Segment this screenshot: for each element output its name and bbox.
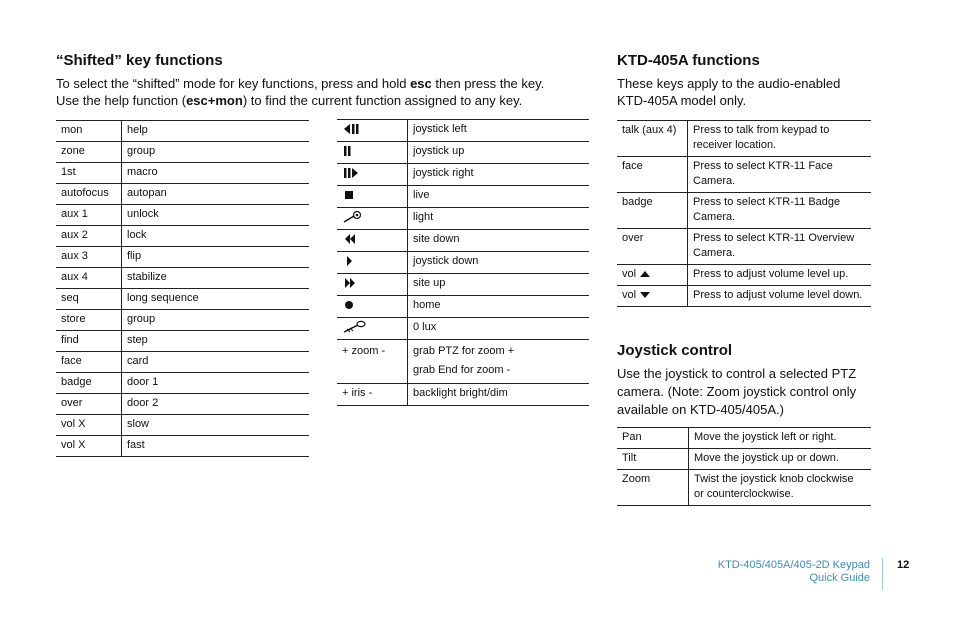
icon-key-table bbox=[337, 119, 589, 406]
description-cell: Move the joystick up or down. bbox=[689, 449, 872, 470]
table-row bbox=[337, 252, 589, 274]
key-cell: find bbox=[56, 331, 122, 352]
function-cell: long sequence bbox=[122, 289, 310, 310]
shifted-intro-line1: To select the “shifted” mode for key functions, press and hold esc then press the key. bbox=[56, 76, 545, 91]
triangle-up-icon bbox=[639, 267, 651, 281]
key-cell bbox=[617, 286, 688, 307]
vol-down-key-label: vol bbox=[622, 289, 637, 301]
table-row bbox=[56, 436, 309, 457]
key-cell: vol X bbox=[56, 415, 122, 436]
function-cell: backlight bright/dim bbox=[408, 384, 590, 406]
table-row bbox=[56, 247, 309, 268]
icon-cell bbox=[337, 164, 408, 186]
table-row bbox=[337, 318, 589, 340]
function-cell: slow bbox=[122, 415, 310, 436]
function-cell: joystick left bbox=[408, 120, 590, 142]
function-cell: home bbox=[408, 296, 590, 318]
description-cell: Press to select KTR-11 Face Camera. bbox=[688, 157, 872, 193]
table-row bbox=[617, 157, 871, 193]
table-row bbox=[617, 286, 871, 307]
icon-cell bbox=[337, 274, 408, 296]
table-row bbox=[56, 373, 309, 394]
vol-up-key-label: vol bbox=[622, 268, 637, 280]
key-cell: talk (aux 4) bbox=[617, 121, 688, 157]
key-cell: Pan bbox=[617, 428, 689, 449]
ktd405a-intro bbox=[617, 75, 877, 109]
footer-line2: Quick Guide bbox=[809, 572, 870, 584]
description-cell: Press to adjust volume level up. bbox=[688, 265, 872, 286]
icon-cell bbox=[337, 142, 408, 164]
function-cell: help bbox=[122, 121, 310, 142]
home-dot-icon bbox=[342, 298, 360, 312]
ktd405a-intro-line1: These keys apply to the audio-enabled bbox=[617, 76, 841, 91]
ktd405a-title: KTD-405A functions bbox=[617, 52, 760, 69]
triangle-down-icon bbox=[639, 288, 651, 302]
icon-cell bbox=[337, 296, 408, 318]
table-row bbox=[617, 265, 871, 286]
key-cell: vol X bbox=[56, 436, 122, 457]
function-cell: group bbox=[122, 142, 310, 163]
zoom-plus-text: grab PTZ for zoom + bbox=[413, 345, 515, 357]
key-cell: Zoom bbox=[617, 470, 689, 506]
table-row bbox=[337, 230, 589, 252]
function-cell: step bbox=[122, 331, 310, 352]
table-row bbox=[337, 164, 589, 186]
key-cell bbox=[617, 265, 688, 286]
function-cell: autopan bbox=[122, 184, 310, 205]
key-cell: badge bbox=[56, 373, 122, 394]
key-cell: zone bbox=[56, 142, 122, 163]
function-cell: live bbox=[408, 186, 590, 208]
table-row bbox=[56, 121, 309, 142]
key-cell: aux 2 bbox=[56, 226, 122, 247]
key-cell: aux 3 bbox=[56, 247, 122, 268]
site-down-icon bbox=[342, 232, 360, 246]
icon-cell bbox=[337, 252, 408, 274]
table-row bbox=[56, 331, 309, 352]
function-cell: light bbox=[408, 208, 590, 230]
table-row bbox=[617, 428, 871, 449]
key-cell: mon bbox=[56, 121, 122, 142]
zoom-minus-text: grab End for zoom - bbox=[413, 364, 511, 376]
table-row bbox=[617, 449, 871, 470]
key-cell: over bbox=[617, 229, 688, 265]
key-cell: store bbox=[56, 310, 122, 331]
function-cell: flip bbox=[122, 247, 310, 268]
joystick-intro bbox=[617, 365, 887, 419]
table-row bbox=[337, 186, 589, 208]
icon-cell bbox=[337, 208, 408, 230]
function-cell: door 1 bbox=[122, 373, 310, 394]
table-row bbox=[56, 289, 309, 310]
function-cell: site up bbox=[408, 274, 590, 296]
joystick-intro-line1: Use the joystick to control a selected PTZ bbox=[617, 366, 857, 381]
table-row bbox=[617, 193, 871, 229]
table-row bbox=[56, 184, 309, 205]
key-cell: + zoom - bbox=[337, 340, 408, 384]
function-cell: joystick down bbox=[408, 252, 590, 274]
table-row bbox=[56, 352, 309, 373]
key-cell: over bbox=[56, 394, 122, 415]
site-up-icon bbox=[342, 276, 360, 290]
table-row bbox=[56, 226, 309, 247]
table-row bbox=[56, 310, 309, 331]
key-cell: badge bbox=[617, 193, 688, 229]
ktd405a-intro-line2: KTD-405A model only. bbox=[617, 93, 747, 108]
shifted-intro bbox=[56, 75, 576, 109]
table-row bbox=[337, 142, 589, 164]
zero-lux-icon bbox=[342, 320, 368, 334]
table-row bbox=[56, 142, 309, 163]
function-cell: lock bbox=[122, 226, 310, 247]
table-row bbox=[337, 208, 589, 230]
function-cell: joystick up bbox=[408, 142, 590, 164]
key-cell: seq bbox=[56, 289, 122, 310]
function-cell: joystick right bbox=[408, 164, 590, 186]
key-cell: face bbox=[56, 352, 122, 373]
icon-cell bbox=[337, 186, 408, 208]
function-cell: site down bbox=[408, 230, 590, 252]
joystick-intro-line2: camera. (Note: Zoom joystick control only bbox=[617, 384, 857, 399]
joystick-intro-line3: available on KTD-405/405A.) bbox=[617, 402, 784, 417]
table-row bbox=[56, 268, 309, 289]
description-cell: Press to select KTR-11 Overview Camera. bbox=[688, 229, 872, 265]
function-cell: card bbox=[122, 352, 310, 373]
shifted-title: “Shifted” key functions bbox=[56, 52, 223, 69]
description-cell: Twist the joystick knob clockwise or counterclockwise. bbox=[689, 470, 872, 506]
icon-cell bbox=[337, 230, 408, 252]
joystick-up-icon bbox=[342, 144, 360, 158]
footer-line1: KTD-405/405A/405-2D Keypad bbox=[717, 559, 870, 571]
table-row bbox=[337, 274, 589, 296]
joystick-left-icon bbox=[342, 122, 360, 136]
function-cell: fast bbox=[122, 436, 310, 457]
table-row bbox=[337, 340, 589, 384]
function-cell: door 2 bbox=[122, 394, 310, 415]
key-cell: Tilt bbox=[617, 449, 689, 470]
shifted-intro-line2: Use the help function (esc+mon) to find the current function assigned to any key. bbox=[56, 93, 523, 108]
function-cell bbox=[408, 340, 590, 384]
key-cell: aux 1 bbox=[56, 205, 122, 226]
table-row bbox=[56, 394, 309, 415]
key-cell: 1st bbox=[56, 163, 122, 184]
joystick-right-icon bbox=[342, 166, 360, 180]
table-row bbox=[337, 384, 589, 406]
key-cell: aux 4 bbox=[56, 268, 122, 289]
table-row bbox=[617, 121, 871, 157]
ktd405a-table bbox=[617, 120, 871, 307]
joystick-table bbox=[617, 427, 871, 506]
table-row bbox=[56, 415, 309, 436]
icon-cell bbox=[337, 120, 408, 142]
light-icon bbox=[342, 210, 364, 224]
function-cell: unlock bbox=[122, 205, 310, 226]
function-cell: macro bbox=[122, 163, 310, 184]
joystick-down-icon bbox=[342, 254, 360, 268]
description-cell: Press to talk from keypad to receiver location. bbox=[688, 121, 872, 157]
table-row bbox=[617, 229, 871, 265]
stop-live-icon bbox=[342, 188, 360, 202]
joystick-title: Joystick control bbox=[617, 342, 733, 359]
footer-doc-title bbox=[718, 559, 870, 585]
function-cell: stabilize bbox=[122, 268, 310, 289]
page-number: 12 bbox=[897, 559, 910, 571]
function-cell: 0 lux bbox=[408, 318, 590, 340]
key-cell: + iris - bbox=[337, 384, 408, 406]
description-cell: Move the joystick left or right. bbox=[689, 428, 872, 449]
key-cell: autofocus bbox=[56, 184, 122, 205]
function-cell: group bbox=[122, 310, 310, 331]
icon-cell bbox=[337, 318, 408, 340]
table-row bbox=[56, 163, 309, 184]
shifted-key-table bbox=[56, 120, 309, 457]
description-cell: Press to adjust volume level down. bbox=[688, 286, 872, 307]
table-row bbox=[617, 470, 871, 506]
description-cell: Press to select KTR-11 Badge Camera. bbox=[688, 193, 872, 229]
footer-divider bbox=[882, 558, 883, 590]
table-row bbox=[337, 120, 589, 142]
table-row bbox=[337, 296, 589, 318]
key-cell: face bbox=[617, 157, 688, 193]
table-row bbox=[56, 205, 309, 226]
